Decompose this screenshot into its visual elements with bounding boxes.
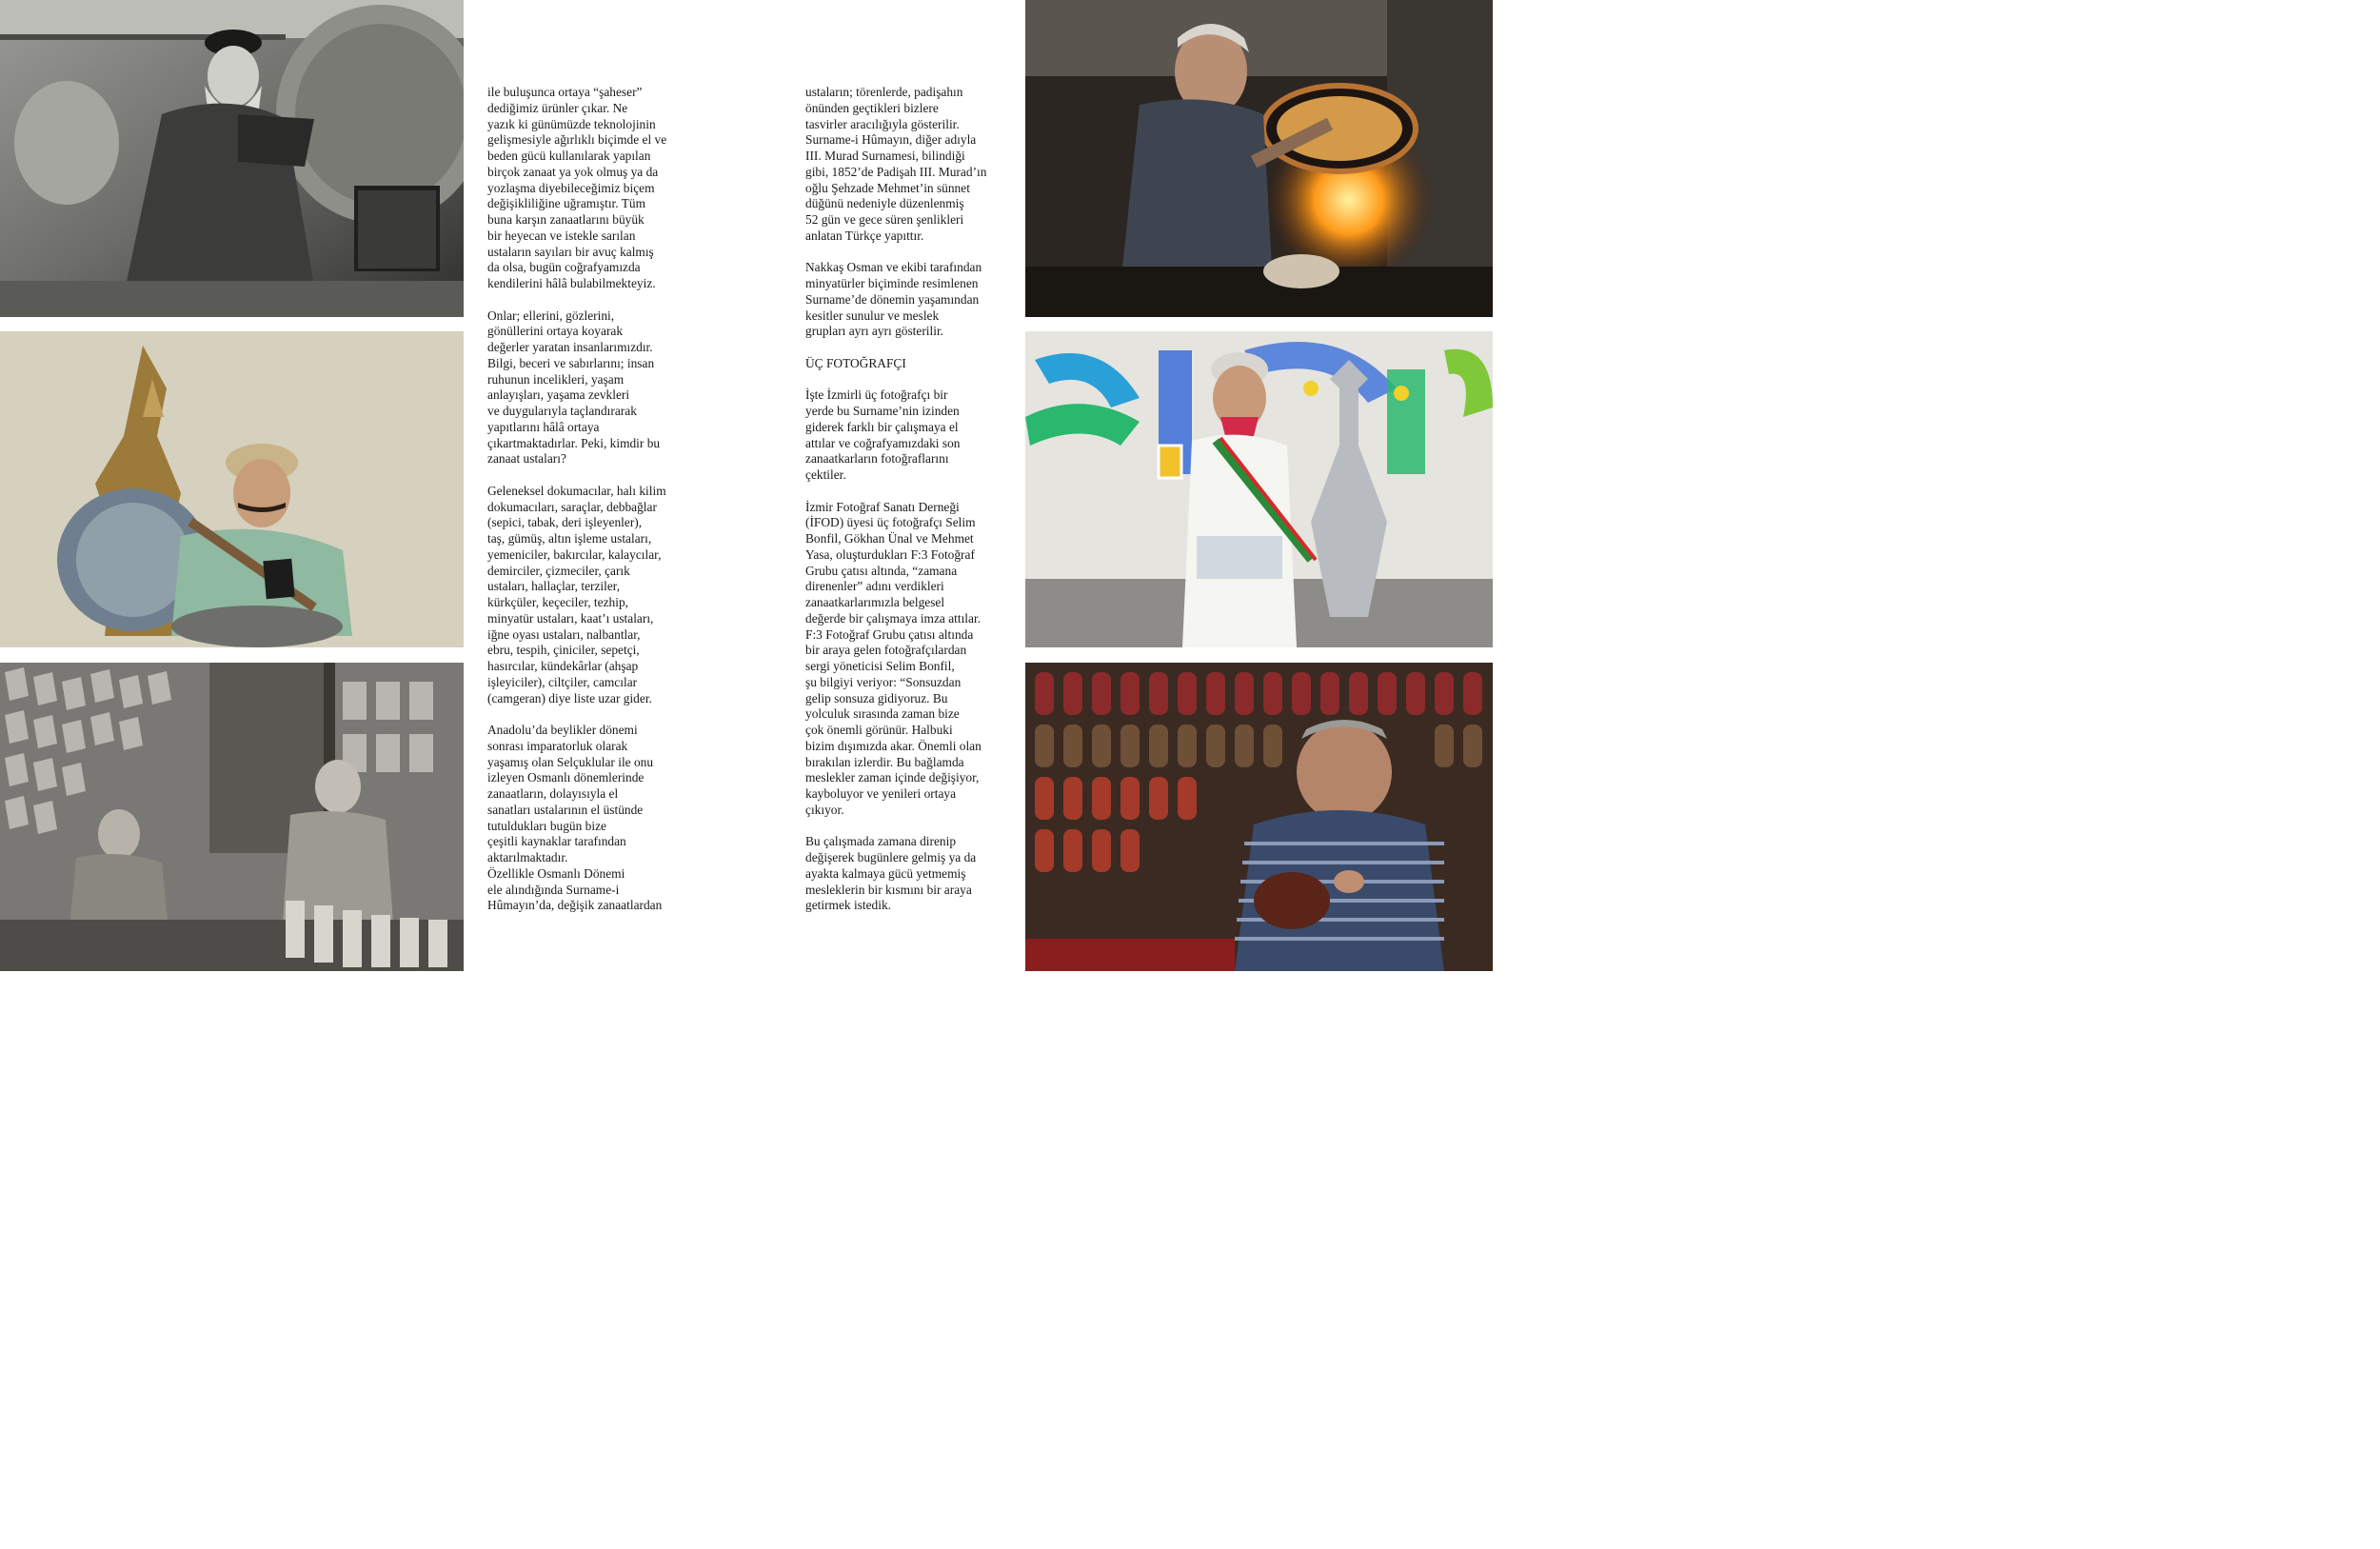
paragraph: Nakkaş Osman ve ekibi tarafından minyatürler biçiminde resimlenen Surname’de dönemin yaşamından kesitler sunulur ve meslek grupları ayrı ayrı gösterilir. <box>805 260 982 339</box>
sherbet-seller-colored-postcard <box>0 331 464 647</box>
paragraph: Geleneksel dokumacılar, halı kilim dokumacıları, saraçlar, debbağlar (sepici, tabak, deri işleyenler), taş, gümüş, altın işleme ustaları, yemeniciler, bakırcılar, kalaycılar, demirciler, çizmeciler, çarık ustaları, hallaçlar, terziler, kürkçüler, keçeciler, tezhip, minyatür ustaları, kaat’ı ustaları, iğne oyası ustaları, nalbantlar, ebru, tespih, çiniciler, sepetçi, hasırcılar, kündekârlar (ahşap işleyiciler), ciltçiler, camcılar (camgeran) diye liste uzar gider. <box>487 483 666 705</box>
paragraph: Onlar; ellerini, gözlerini, gönüllerini ortaya koyarak değerler yaratan insanlarımızdır. Bilgi, beceri ve sabırlarını; insan ruhunun incelikleri, yaşam anlayışları, yaşama zevkleri ve duygularıyla taçlandırarak yapıtlarını hâlâ ortaya çıkartmaktadırlar. Peki, kimdir bu zanaat ustaları? <box>487 308 661 467</box>
paragraph: İzmir Fotoğraf Sanatı Derneği (İFOD) üyesi üç fotoğrafçı Selim Bonfil, Gökhan Ünal ve Mehmet Yasa, oluşturdukları F:3 Fotoğraf Grubu çatısı altında, “zamana direnenler” adını verdikleri zanaatkarlarımızla belgesel değerde bir çalışmaya imza attılar. F:3 Fotoğraf Grubu çatısı altında bir araya gelen fotoğrafçılardan sergi yöneticisi Selim Bonfil, şu bilgiyi veriyor: “Sonsuzdan gelip sonsuza gidiyoruz. Bu yolculuk sırasında zaman bize çok önemli görünür. Halbuki bizim dışımızda akar. Önemli olan bırakılan izlerdir. Bu bağlamda meslekler zaman içinde değişiyor, kayboluyor ve yenileri ortaya çıkıyor. <box>805 499 982 817</box>
metalworker-bw-photo <box>0 0 464 317</box>
paragraph: ustaların; törenlerde, padişahın önünden geçtikleri bizlere tasvirler aracılığıyla gösterilir. Surname-i Hûmayın, diğer adıyla III. Murad Surnamesi, bilindiği gibi, 1852’de Padişah III. Murad’ın oğlu Şehzade Mehmet’in sünnet düğünü nedeniyle düzenlenmiş 52 gün ve gece süren şenlikleri anlatan Türkçe yapıttır. <box>805 85 987 243</box>
sherbet-seller-photo <box>1025 331 1493 647</box>
shoemaker-photo <box>1025 663 1493 971</box>
paragraph: Bu çalışmada zamana direnip değişerek bugünlere gelmiş ya da ayakta kalmaya gücü yetmemiş mesleklerin bir kısmını bir araya getirmek istedik. <box>805 834 977 913</box>
section-heading: ÜÇ FOTOĞRAFÇI <box>805 355 906 370</box>
text-column-right <box>805 85 1024 914</box>
clog-makers-bw-photo <box>0 663 464 971</box>
paragraph: İşte İzmirli üç fotoğrafçı bir yerde bu Surname’nin izinden giderek farklı bir çalışmaya el attılar ve coğrafyamızdaki son zanaatkarların fotoğraflarını çektiler. <box>805 387 961 482</box>
paragraph: Anadolu’da beylikler dönemi sonrası imparatorluk olarak yaşamış olan Selçuklular ile onu izleyen Osmanlı dönemlerinde zanaatların, dolayısıyla el sanatları ustalarının el üstünde tutuldukları bugün bize çeşitli kaynaklar tarafından aktarılmaktadır. Özellikle Osmanlı Dönemi ele alındığında Surname-i Hûmayın’da, değişik zanaatlardan <box>487 723 663 913</box>
fire-copper-pot-photo <box>1025 0 1493 317</box>
text-column-left <box>487 85 706 914</box>
paragraph: ile buluşunca ortaya “şaheser” dediğimiz ürünler çıkar. Ne yazık ki günümüzde teknolojinin gelişmesiyle ağırlıklı biçimde el ve beden gücü kullanılarak yapılan birçok zanaat ya yok olmuş ya da yozlaşma diyebileceğimiz biçem değişikliliğine uğramıştır. Tüm buna karşın zanaatlarını büyük bir heyecan ve istekle sarılan ustaların sayıları bir avuç kalmış da olsa, bugün coğrafyamızda kendilerini hâlâ bulabilmekteyiz. <box>487 85 667 290</box>
